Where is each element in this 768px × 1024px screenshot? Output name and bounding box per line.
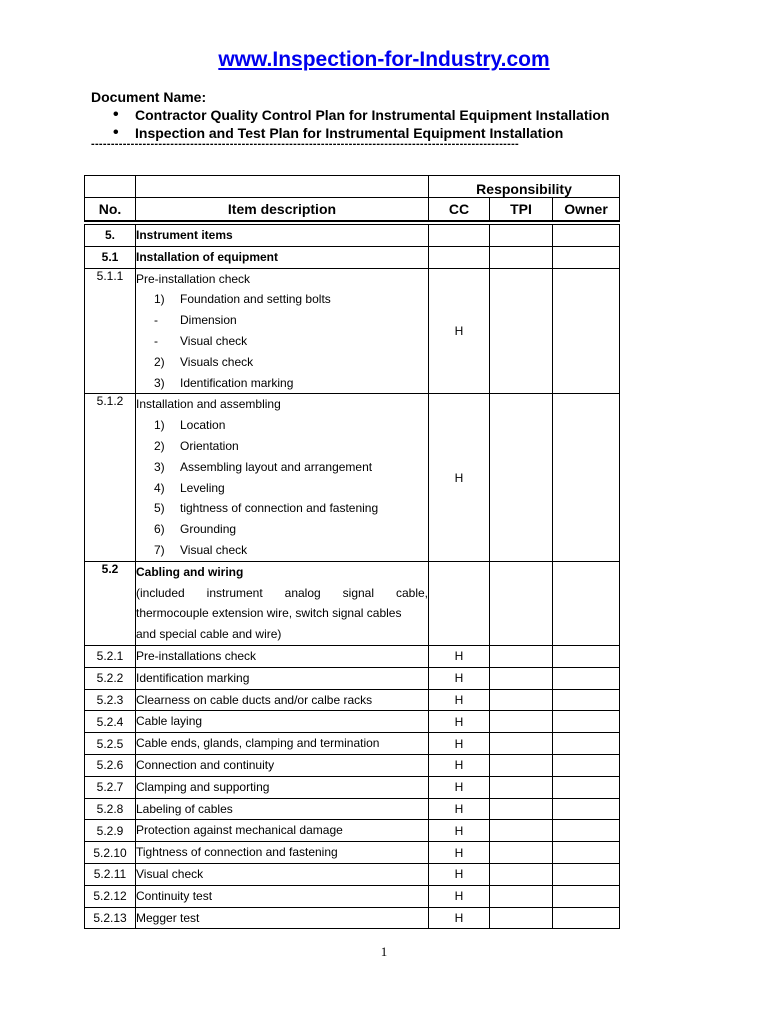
- tpi-value: [490, 842, 553, 864]
- cc-value: H: [429, 689, 490, 711]
- list-marker: -: [154, 333, 158, 348]
- owner-value: [553, 645, 620, 667]
- item-description: Megger test: [136, 910, 200, 925]
- cc-value: H: [429, 863, 490, 885]
- item-description: Protection against mechanical damage: [136, 823, 343, 838]
- column-header-item: Item description: [136, 198, 429, 222]
- item-description: Cable laying: [136, 714, 203, 729]
- section-note: thermocouple extension wire, switch signal cables: [136, 606, 402, 621]
- row-number: 5.2.1: [85, 645, 136, 667]
- tpi-value: [490, 907, 553, 929]
- tpi-value: [490, 689, 553, 711]
- table-row: [85, 645, 620, 667]
- item-description: Visual check: [136, 866, 204, 881]
- tpi-value: [490, 711, 553, 733]
- list-item: Identification marking: [180, 375, 294, 390]
- table-row: [85, 711, 620, 733]
- list-item: Location: [180, 418, 226, 433]
- owner-value: [553, 798, 620, 820]
- cc-value: H: [429, 711, 490, 733]
- list-item: Assembling layout and arrangement: [180, 459, 373, 474]
- list-marker: 4): [154, 480, 165, 495]
- owner-value: [553, 863, 620, 885]
- list-marker: 3): [154, 375, 165, 390]
- cc-value: H: [429, 776, 490, 798]
- row-number: 5.2.11: [85, 863, 136, 885]
- owner-value: [553, 711, 620, 733]
- item-description: Connection and continuity: [136, 757, 275, 772]
- item-description: Cable ends, glands, clamping and termination: [136, 736, 380, 751]
- tpi-value: [490, 820, 553, 842]
- row-number: 5.2.3: [85, 689, 136, 711]
- list-marker: 2): [154, 438, 165, 453]
- document-name-list: [91, 106, 609, 142]
- cc-value: H: [429, 842, 490, 864]
- column-header-owner: Owner: [553, 198, 620, 222]
- item-description: Pre-installations check: [136, 648, 257, 663]
- table-row: [85, 842, 620, 864]
- list-marker: -: [154, 313, 158, 328]
- responsibility-header: Responsibility: [429, 176, 620, 198]
- item-description: Tightness of connection and fastening: [136, 845, 338, 860]
- cc-value: H: [429, 268, 490, 394]
- owner-value: [553, 820, 620, 842]
- list-marker: 1): [154, 418, 165, 433]
- row-number: 5.2.13: [85, 907, 136, 929]
- owner-value: [553, 885, 620, 907]
- table-row: [85, 754, 620, 776]
- row-number: 5.2.4: [85, 711, 136, 733]
- table-row: [85, 820, 620, 842]
- list-item: Visual check: [180, 542, 248, 557]
- row-number: 5.2.2: [85, 667, 136, 689]
- tpi-value: [490, 776, 553, 798]
- tpi-value: [490, 885, 553, 907]
- tpi-value: [490, 733, 553, 755]
- item-description: Continuity test: [136, 888, 213, 903]
- document-name-item: • Inspection and Test Plan for Instrumental Equipment Installation: [91, 124, 609, 142]
- document-name-item: • Contractor Quality Control Plan for Instrumental Equipment Installation: [91, 106, 609, 124]
- row-number: 5.2.9: [85, 820, 136, 842]
- row-number: 5.1.2: [85, 394, 136, 561]
- row-number: 5.2.5: [85, 733, 136, 755]
- table-row: [85, 863, 620, 885]
- inspection-test-plan-table: [84, 175, 620, 929]
- list-item: Foundation and setting bolts: [180, 292, 331, 307]
- table-row: [85, 394, 620, 561]
- table-row: [85, 689, 620, 711]
- cc-value: H: [429, 667, 490, 689]
- row-number: 5.2.7: [85, 776, 136, 798]
- section-title: Instrument items: [136, 228, 233, 242]
- item-description: Labeling of cables: [136, 801, 233, 816]
- cc-value: H: [429, 754, 490, 776]
- list-marker: 7): [154, 542, 165, 557]
- owner-value: [553, 733, 620, 755]
- item-title: Pre-installation check: [136, 271, 251, 286]
- table-row: [85, 561, 620, 645]
- item-description: Clamping and supporting: [136, 779, 270, 794]
- section-title: Installation of equipment: [136, 249, 279, 264]
- section-note: and special cable and wire): [136, 627, 282, 642]
- list-item: Orientation: [180, 438, 239, 453]
- table-row: [85, 225, 620, 247]
- document-name-label: Document Name:: [91, 89, 207, 105]
- tpi-value: [490, 863, 553, 885]
- owner-value: [553, 907, 620, 929]
- row-number: 5.2.10: [85, 842, 136, 864]
- owner-value: [553, 776, 620, 798]
- list-marker: 2): [154, 354, 165, 369]
- row-number: 5.1.1: [85, 268, 136, 394]
- list-item: Visuals check: [180, 354, 254, 369]
- table-row: [85, 667, 620, 689]
- column-header-cc: CC: [429, 198, 490, 222]
- page-number: 1: [380, 944, 388, 959]
- item-description: Clearness on cable ducts and/or calbe racks: [136, 692, 373, 707]
- table-row: [85, 268, 620, 394]
- item-description: Identification marking: [136, 670, 250, 685]
- tpi-value: [490, 667, 553, 689]
- table-row: [85, 776, 620, 798]
- dashed-separator: ------------------------------------------------------------------------------------------------------------: [91, 138, 520, 150]
- tpi-value: [490, 798, 553, 820]
- tpi-value: [490, 645, 553, 667]
- column-header-no: No.: [85, 198, 136, 222]
- owner-value: [553, 689, 620, 711]
- cc-value: H: [429, 733, 490, 755]
- owner-value: [553, 754, 620, 776]
- site-url-link[interactable]: www.Inspection-for-Industry.com: [218, 48, 550, 71]
- table-row: [85, 798, 620, 820]
- table-row: [85, 907, 620, 929]
- table-row: [85, 733, 620, 755]
- tpi-value: [490, 754, 553, 776]
- cc-value: H: [429, 907, 490, 929]
- cc-value: H: [429, 645, 490, 667]
- list-marker: 5): [154, 501, 165, 516]
- table-row: [85, 885, 620, 907]
- row-number: 5.2.6: [85, 754, 136, 776]
- cc-value: H: [429, 798, 490, 820]
- list-item: Dimension: [180, 313, 237, 328]
- table-row: [85, 246, 620, 268]
- cc-value: H: [429, 820, 490, 842]
- cc-value: H: [429, 394, 490, 561]
- list-marker: 1): [154, 292, 165, 307]
- cc-value: H: [429, 885, 490, 907]
- list-marker: 6): [154, 522, 165, 537]
- item-title: Installation and assembling: [136, 397, 281, 412]
- row-number: 5.1: [85, 246, 136, 268]
- list-item: Visual check: [180, 333, 248, 348]
- list-item: tightness of connection and fastening: [180, 501, 379, 516]
- row-number: 5.2.8: [85, 798, 136, 820]
- owner-value: [553, 842, 620, 864]
- section-note: (included instrument analog signal cable,: [136, 585, 428, 600]
- row-number: 5.2.12: [85, 885, 136, 907]
- list-marker: 3): [154, 459, 165, 474]
- list-item: Grounding: [180, 522, 237, 537]
- row-number: 5.2: [85, 561, 136, 645]
- owner-value: [553, 667, 620, 689]
- list-item: Leveling: [180, 480, 225, 495]
- column-header-tpi: TPI: [490, 198, 553, 222]
- section-title: Cabling and wiring: [136, 564, 244, 579]
- row-number: 5.: [85, 225, 136, 247]
